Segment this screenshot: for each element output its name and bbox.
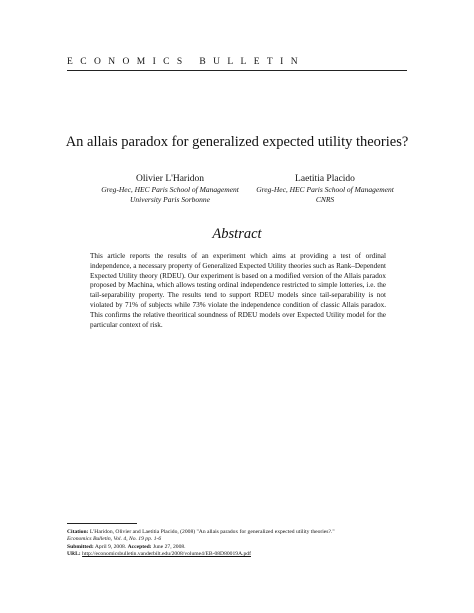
submitted-label: Submitted:	[67, 543, 94, 550]
author-1-name: Olivier L'Haridon	[136, 174, 204, 184]
accepted-label: Accepted:	[127, 543, 152, 550]
url-line	[67, 551, 409, 558]
journal-reference: Economics Bulletin, Vol. 4, No. 19 pp. 1-6	[67, 536, 162, 543]
abstract-heading: Abstract	[212, 226, 262, 242]
submitted-date: April 9, 2008.	[94, 543, 127, 550]
citation-text: L'Haridon, Olivier and Laetitia Placido, (2008) "An allais paradox for generalized expected utility theories?."	[89, 529, 335, 535]
paper-title: An allais paradox for generalized expected utility theories?	[65, 134, 409, 150]
citation-line	[67, 529, 409, 536]
footnote-rule	[67, 523, 137, 524]
author-1-affiliation-2: University Paris Sorbonne	[130, 195, 210, 204]
header-rule	[67, 70, 407, 71]
citation-footer	[67, 529, 409, 558]
paper-url-link[interactable]: http://economicsbulletin.vanderbilt.edu/2008/volume4/EB-08D80019A.pdf	[82, 550, 251, 557]
abstract-text: This article reports the results of an experiment which aims at providing a test of ordinal independence, a necessary property of Generalized Expected Utility theories such as Rank–Dependent Expected Utility theory (RDEU). Our experiment is based on a modified version of the Allais paradox proposed by Machina, which allows testing ordinal independence restricted to simple lotteries, i.e. the tail-separability property. The results tend to support RDEU models since tail-separability is not violated by 71% of subjects while 73% violate the independence condition of classic Allais paradox. This confirms the relative theoritical soundness of RDEU models over Expected Utility model for the particular context of risk.	[90, 252, 386, 329]
journal-name: ECONOMICS BULLETIN	[67, 57, 305, 67]
author-1-affiliation: Greg-Hec, HEC Paris School of Management	[101, 185, 239, 194]
author-2-name: Laetitia Placido	[295, 174, 355, 184]
url-label: URL:	[67, 550, 81, 557]
submission-dates	[67, 544, 409, 551]
author-2	[255, 174, 395, 205]
author-2-affiliation: Greg-Hec, HEC Paris School of Management CNRS	[256, 185, 394, 204]
author-1	[100, 174, 240, 205]
accepted-date: June 27, 2008.	[152, 543, 186, 550]
citation-label: Citation:	[67, 529, 89, 535]
